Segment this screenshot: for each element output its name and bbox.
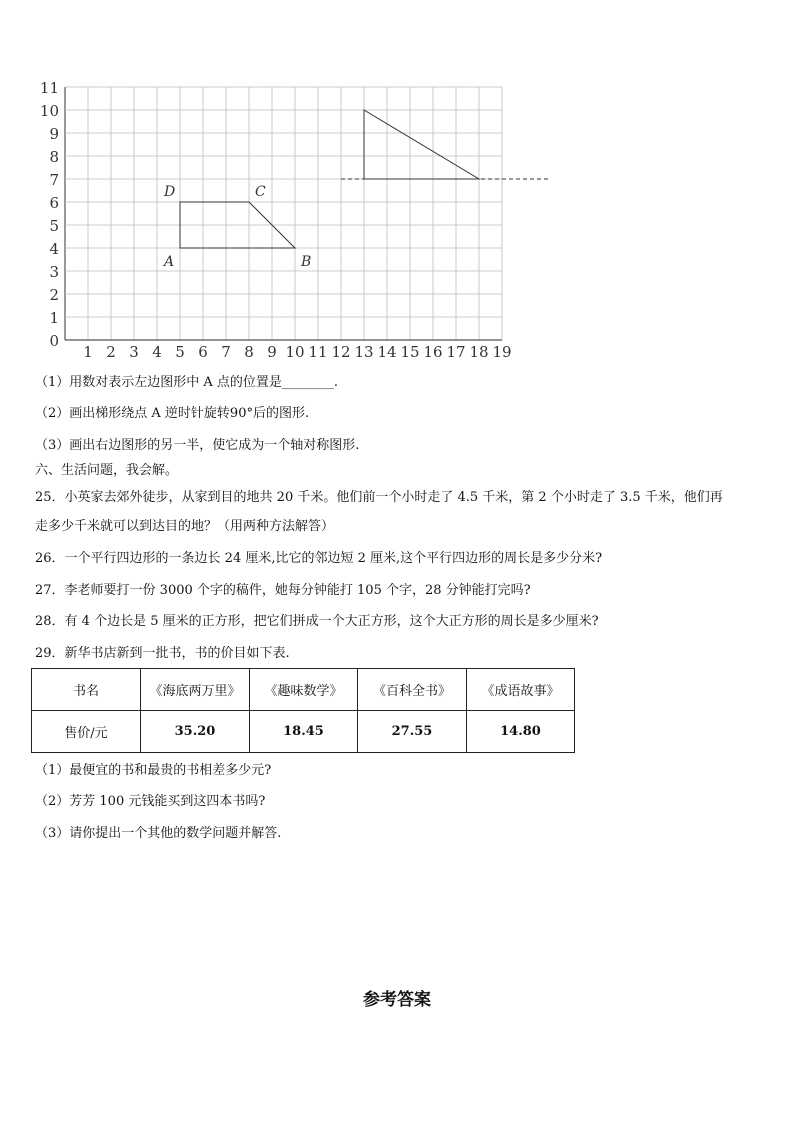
question-26: 26．一个平行四边形的一条边长 24 厘米,比它的邻边短 2 厘米,这个平行四边形的周长是多少分米?	[35, 551, 603, 566]
question-27: 27．李老师要打一份 3000 个字的稿件，她每分钟能打 105 个字，28 分钟能打完吗?	[35, 583, 531, 598]
price-cell: 18.45	[250, 711, 358, 753]
x-tick-label: 11	[308, 343, 328, 360]
x-tick-label: 16	[423, 343, 443, 360]
book-price-table	[31, 668, 575, 753]
x-tick-label: 13	[354, 343, 374, 360]
x-tick-label: 5	[175, 343, 185, 360]
point-label-c: C	[255, 184, 266, 200]
x-tick-label: 12	[331, 343, 351, 360]
table-header-cell: 售价/元	[32, 711, 141, 753]
x-tick-label: 7	[221, 343, 231, 360]
question-25-line-1: 25．小英家去郊外徒步，从家到目的地共 20 千米。他们前一个小时走了 4.5 千米，第 2 个小时走了 3.5 千米，他们再	[35, 490, 723, 505]
half-triangle	[364, 110, 479, 179]
y-tick-label: 4	[49, 240, 59, 258]
table-row	[32, 669, 575, 711]
y-tick-label: 0	[49, 332, 59, 350]
x-tick-label: 15	[400, 343, 420, 360]
x-tick-label: 9	[267, 343, 277, 360]
x-tick-label: 14	[377, 343, 397, 360]
section-six-heading: 六、生活问题，我会解。	[35, 463, 179, 478]
price-cell: 14.80	[467, 711, 575, 753]
y-tick-label: 5	[49, 217, 59, 235]
point-label-d: D	[164, 184, 176, 200]
question-24-part-3: （3）画出右边图形的另一半，使它成为一个轴对称图形.	[35, 438, 360, 453]
question-24-part-1: （1）用数对表示左边图形中 A 点的位置是________.	[35, 375, 339, 390]
question-24-part-2: （2）画出梯形绕点 A 逆时针旋转90°后的图形.	[35, 406, 310, 421]
price-cell: 35.20	[141, 711, 250, 753]
question-25-line-2: 走多少千米就可以到达目的地？（用两种方法解答）	[35, 519, 335, 534]
table-header-cell: 书名	[32, 669, 141, 711]
question-29-part-3: （3）请你提出一个其他的数学问题并解答.	[35, 826, 282, 841]
x-tick-label: 1	[83, 343, 93, 360]
answer-section-title: 参考答案	[363, 990, 431, 1010]
book-name-cell: 《成语故事》	[467, 669, 575, 711]
y-tick-label: 1	[49, 309, 59, 327]
x-tick-label: 18	[469, 343, 489, 360]
grid-lines	[65, 87, 502, 340]
x-tick-label: 6	[198, 343, 208, 360]
y-tick-label: 3	[49, 263, 59, 281]
question-29-part-1: （1）最便宜的书和最贵的书相差多少元?	[35, 763, 272, 778]
x-tick-label: 2	[106, 343, 116, 360]
y-tick-label: 10	[39, 102, 59, 120]
x-tick-label: 19	[492, 343, 512, 360]
y-tick-label: 2	[49, 286, 59, 304]
question-29: 29．新华书店新到一批书，书的价目如下表.	[35, 646, 290, 661]
x-tick-label: 3	[129, 343, 139, 360]
book-name-cell: 《海底两万里》	[141, 669, 250, 711]
x-tick-label: 17	[446, 343, 466, 360]
x-tick-label: 4	[152, 343, 162, 360]
price-cell: 27.55	[358, 711, 467, 753]
book-name-cell: 《百科全书》	[358, 669, 467, 711]
x-tick-label: 8	[244, 343, 254, 360]
question-28: 28．有 4 个边长是 5 厘米的正方形，把它们拼成一个大正方形，这个大正方形的周长是多少厘米?	[35, 614, 599, 629]
y-tick-label: 9	[49, 125, 59, 143]
y-tick-label: 8	[49, 148, 59, 166]
question-29-part-2: （2）芳芳 100 元钱能买到这四本书吗?	[35, 794, 266, 809]
x-tick-label: 10	[285, 343, 305, 360]
coordinate-grid-figure	[30, 70, 570, 360]
point-label-b: B	[301, 254, 312, 270]
y-tick-label: 6	[49, 194, 59, 212]
book-name-cell: 《趣味数学》	[250, 669, 358, 711]
table-row	[32, 711, 575, 753]
point-label-a: A	[164, 254, 175, 270]
y-tick-label: 11	[39, 79, 59, 97]
y-tick-label: 7	[49, 171, 59, 189]
